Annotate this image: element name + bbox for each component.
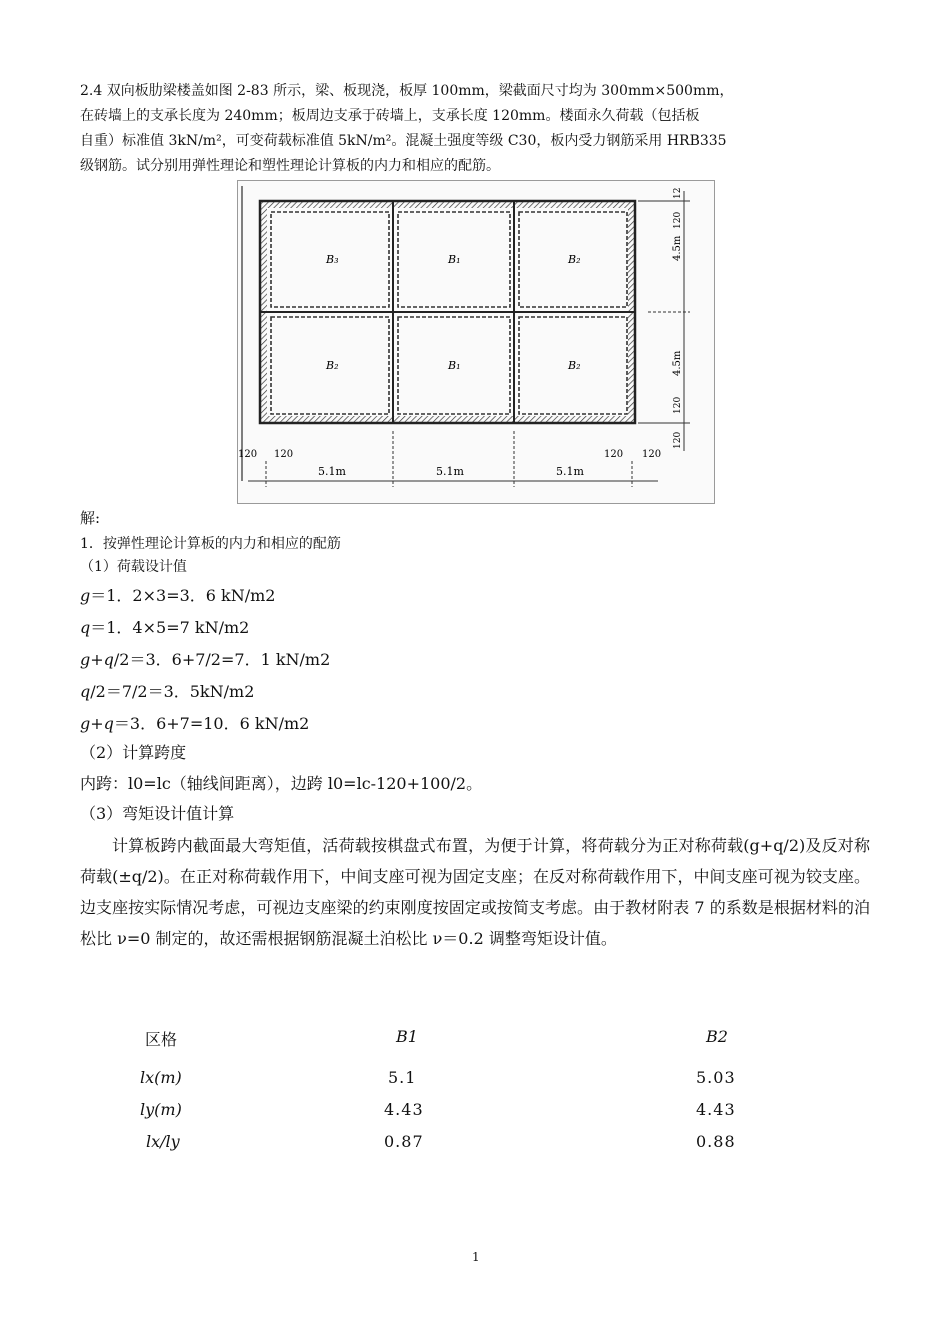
panel-label-b1-bottom: B₁ bbox=[448, 359, 461, 372]
panel-label-b2-bl: B₂ bbox=[326, 359, 339, 372]
span-formula: 内跨：l0=lc（轴线间距离），边跨 l0=lc-120+100/2。 bbox=[80, 774, 483, 793]
problem-line-3: 自重）标准值 3kN/m²，可变荷载标准值 5kN/m²。混凝土强度等级 C30，板内受力钢筋采用 HRB335 bbox=[80, 133, 727, 149]
eq-g-rest: ＝1．2×3=3．6 kN/m2 bbox=[90, 586, 276, 605]
floor-plan-figure bbox=[237, 180, 715, 504]
dim-120-bottom-right-b: 120 bbox=[642, 449, 662, 460]
equation-g-plus-half-q bbox=[80, 647, 330, 670]
height-label-top: 4.5m bbox=[672, 235, 683, 261]
table-header-b2: B2 bbox=[706, 1027, 728, 1046]
eq-gq-rest: ＝3．6+7=10．6 kN/m2 bbox=[113, 714, 310, 733]
eq-g-var: g bbox=[80, 586, 91, 605]
equation-q bbox=[80, 615, 249, 638]
table-header-b1: B1 bbox=[396, 1027, 418, 1046]
eq-gq2-rest: /2＝3．6+7/2=7．1 kN/m2 bbox=[113, 650, 331, 669]
span-label-1: 5.1m bbox=[318, 465, 346, 478]
span-label-2: 5.1m bbox=[436, 465, 464, 478]
eq-q2-rest: /2＝7/2＝3．5kN/m2 bbox=[90, 682, 255, 701]
table-row-ly-b2: 4.43 bbox=[696, 1100, 736, 1119]
eq-q2-var: q bbox=[80, 682, 91, 701]
panel-label-b1-top: B₁ bbox=[448, 253, 461, 266]
panel-label-b2-br: B₂ bbox=[568, 359, 581, 372]
moment-paragraph: 计算板跨内截面最大弯矩值，活荷载按棋盘式布置，为便于计算，将荷载分为正对称荷载(g+q/2)及反对称荷载(±q/2)。在正对称荷载作用下，中间支座可视为固定支座；在反对称荷载作用下，中间支座可视为铰支座。边支座按实际情况考虑，可视边支座梁的约束刚度按固定或按简支考虑。由于教材附表 7 的系数是根据材料的泊松比 ν=0 制定的，故还需根据钢筋混凝土泊松比 ν＝0.2 调整弯矩设计值。 bbox=[80, 836, 870, 948]
eq-q-rest: ＝1．4×5=7 kN/m2 bbox=[90, 618, 250, 637]
equation-g-plus-q bbox=[80, 711, 309, 734]
problem-line-1: 2.4 双向板肋梁楼盖如图 2-83 所示，梁、板现浇，板厚 100mm，梁截面尺寸均为 300mm×500mm， bbox=[80, 83, 734, 99]
subsection-1: （1）荷载设计值 bbox=[80, 559, 187, 575]
equation-g bbox=[80, 583, 276, 606]
table-header-region: 区格 bbox=[145, 1030, 178, 1049]
height-label-bottom: 4.5m bbox=[672, 350, 683, 376]
table-row-lx-b2: 5.03 bbox=[696, 1068, 736, 1087]
table-row-lx-b1: 5.1 bbox=[388, 1068, 417, 1087]
eq-gq-var: g+q bbox=[80, 714, 114, 733]
span-label-3: 5.1m bbox=[556, 465, 584, 478]
page-number: 1 bbox=[472, 1250, 480, 1264]
table-row-label-ratio: lx/ly bbox=[146, 1132, 180, 1151]
table-row-label-ly: ly(m) bbox=[140, 1100, 182, 1119]
solution-label: 解: bbox=[80, 509, 101, 527]
dim-120-top: 120 bbox=[673, 211, 683, 229]
equation-half-q bbox=[80, 679, 254, 702]
table-row-ratio-b1: 0.87 bbox=[384, 1132, 424, 1151]
problem-line-2: 在砖墙上的支承长度为 240mm；板周边支承于砖墙上，支承长度 120mm。楼面永久荷载（包括板 bbox=[80, 108, 700, 124]
panel-label-b3: B₃ bbox=[326, 253, 339, 266]
dim-120-right-bottom: 120 bbox=[673, 396, 683, 414]
section-1-heading: 1．按弹性理论计算板的内力和相应的配筋 bbox=[80, 536, 341, 552]
panel-label-b2-top: B₂ bbox=[568, 253, 581, 266]
subsection-2: （2）计算跨度 bbox=[80, 743, 187, 762]
dim-120-bottom-left-b: 120 bbox=[274, 449, 294, 460]
eq-gq2-var: g+q bbox=[80, 650, 114, 669]
table-row-ly-b1: 4.43 bbox=[384, 1100, 424, 1119]
problem-line-4: 级钢筋。试分别用弹性理论和塑性理论计算板的内力和相应的配筋。 bbox=[80, 158, 500, 174]
dim-12-top: 12 bbox=[673, 187, 683, 199]
dim-120-right-bottom2: 120 bbox=[673, 431, 683, 449]
dim-120-bottom-left-a: 120 bbox=[238, 449, 258, 460]
table-row-label-lx: lx(m) bbox=[140, 1068, 182, 1087]
floor-plan-svg bbox=[238, 181, 714, 503]
table-row-ratio-b2: 0.88 bbox=[696, 1132, 736, 1151]
dim-120-bottom-right-a: 120 bbox=[604, 449, 624, 460]
eq-q-var: q bbox=[80, 618, 91, 637]
subsection-3: （3）弯矩设计值计算 bbox=[80, 804, 235, 823]
